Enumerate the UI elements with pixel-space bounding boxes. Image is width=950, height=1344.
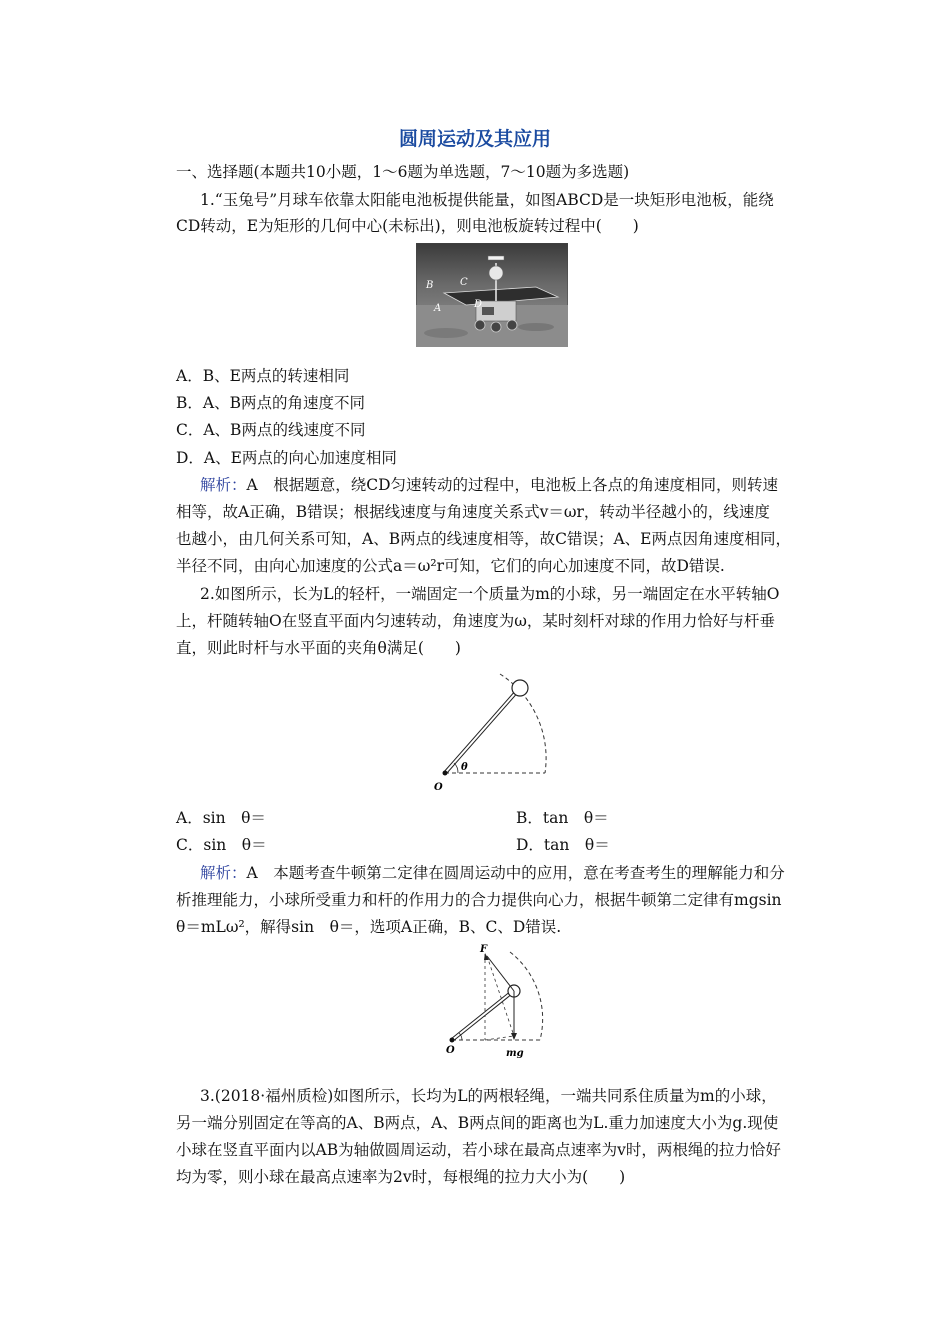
q2-analysis-label: 解析： [200,864,247,882]
q1-option-a: A．B、E两点的转速相同 [176,367,350,385]
q1-analysis-line3: 也越小，由几何关系可知，A、B两点的线速度相等，故C错误；A、E两点因角速度相同， [176,530,791,548]
photo-label-a: A [434,303,442,314]
q2-stem-line1: 2.如图所示，长为L的轻杆，一端固定一个质量为m的小球，另一端固定在水平转轴O [200,585,780,603]
photo-label-b: B [426,280,434,291]
q2-option-c: C．sin θ＝ [176,836,267,854]
page-title: 圆周运动及其应用 [398,128,551,150]
force-diagram-figure [440,940,550,1066]
q1-stem-line1: 1.“玉兔号”月球车依靠太阳能电池板提供能量，如图ABCD是一块矩形电池板，能绕 [200,191,774,209]
q2-stem-line3: 直，则此时杆与水平面的夹角θ满足( ) [176,639,461,657]
q2-stem-line2: 上，杆随转轴O在竖直平面内匀速转动，角速度为ω，某时刻杆对球的作用力恰好与杆垂 [176,612,775,630]
photo-label-c: C [460,277,468,288]
q1-option-d: D．A、E两点的向心加速度相同 [176,449,397,467]
q1-analysis-line1: 解析：A 根据题意，绕CD匀速转动的过程中，电池板上各点的角速度相同，则转速 [200,476,778,494]
q3-stem-line2: 另一端分别固定在等高的A、B两点，A、B两点间的距离也为L.重力加速度大小为g.现使 [176,1114,779,1132]
q3-stem-line3: 小球在竖直平面内以AB为轴做圆周运动，若小球在最高点速率为v时，两根绳的拉力恰好 [176,1141,781,1159]
q1-option-b: B．A、B两点的角速度不同 [176,394,365,412]
q3-stem-line1: 3.(2018·福州质检)如图所示，长均为L的两根轻绳，一端共同系住质量为m的小球， [200,1087,777,1105]
q2-analysis-line1: 解析：A 本题考查牛顿第二定律在圆周运动中的应用，意在考查考生的理解能力和分 [200,864,785,882]
q2-option-a: A．sin θ＝ [176,809,266,827]
q1-analysis-label: 解析： [200,476,247,494]
q3-stem-line4: 均为零，则小球在最高点速率为2v时，每根绳的拉力大小为( ) [176,1168,626,1186]
photo-label-d: D [474,299,483,310]
fig-label-theta: θ [461,762,468,773]
rod-rotation-figure [430,668,560,796]
q1-analysis-line4: 半径不同，由向心加速度的公式a＝ω²r可知，它们的向心加速度不同，故D错误. [176,557,725,575]
section-heading: 一、选择题(本题共10小题，1～6题为单选题，7～10题为多选题) [176,163,630,181]
fig2-label-mg: mg [506,1048,524,1059]
q2-option-d: D．tan θ＝ [516,836,610,854]
q2-analysis-line3: θ＝mLω²，解得sin θ＝，选项A正确，B、C、D错误. [176,918,562,936]
q2-option-b: B．tan θ＝ [516,809,609,827]
fig-label-o: O [434,782,443,793]
fig2-label-f: F [480,944,488,955]
fig2-label-o: O [446,1045,455,1056]
lunar-rover-photo [416,243,568,347]
q2-analysis-line2: 析推理能力，小球所受重力和杆的作用力的合力提供向心力，根据牛顿第二定律有mgsin [176,891,782,909]
q1-analysis-line2: 相等，故A正确，B错误；根据线速度与角速度关系式v＝ωr，转动半径越小的，线速度 [176,503,770,521]
q1-option-c: C．A、B两点的线速度不同 [176,421,366,439]
q1-stem-line2: CD转动，E为矩形的几何中心(未标出)，则电池板旋转过程中( ) [176,217,639,235]
